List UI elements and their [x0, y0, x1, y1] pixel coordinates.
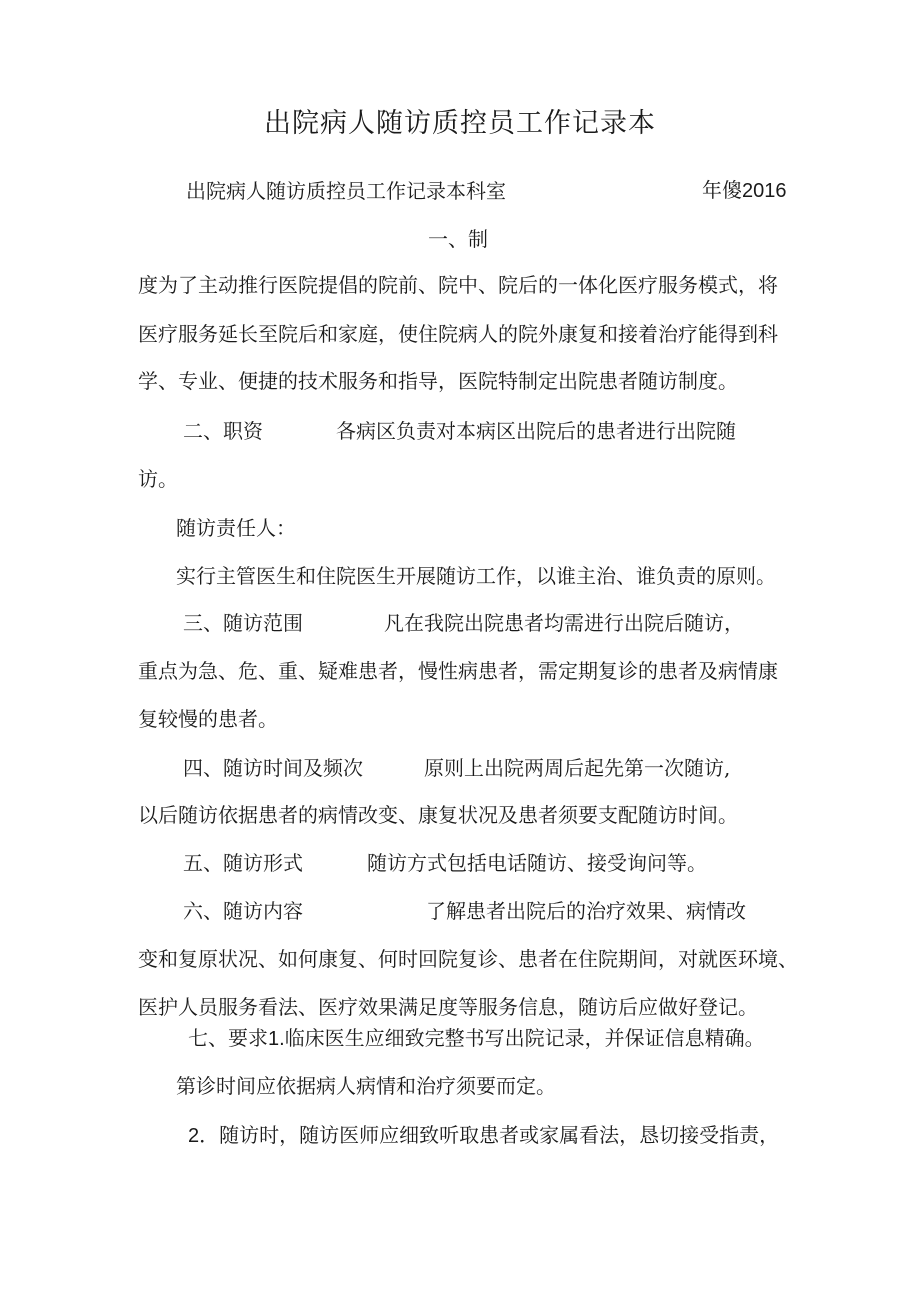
section1-line-2: 医疗服务延长至院后和家庭，使住院病人的院外康复和接着治疗能得到科	[138, 322, 778, 346]
section6-line-1: 变和复原状况、如何康复、何时回院复诊、患者在住院期间，对就医环境、	[138, 947, 798, 971]
section7-item2-text: ．随访时，随访医师应细致听取患者或家属看法，恳切接受指责，	[199, 1123, 780, 1147]
section7-line-2: 第诊时间应依据病人病情和治疗须要而定。	[176, 1074, 556, 1098]
section7-item2-number: 2	[188, 1125, 200, 1147]
section7-item2	[188, 1121, 779, 1150]
section3-line-2: 复较慢的患者。	[138, 707, 278, 731]
section3-text: 凡在我院出院患者均需进行出院后随访，	[384, 611, 744, 635]
section3-line-1: 重点为急、危、重、疑难患者，慢性病患者，需定期复诊的患者及病情康	[138, 659, 778, 683]
section2-continuation: 访。	[138, 467, 178, 491]
subtitle-left: 出院病人随访质控员工作记录本科室	[186, 179, 506, 203]
section2-principle: 实行主管医生和住院医生开展随访工作，以谁主治、谁负责的原则。	[176, 564, 776, 588]
section5-text: 随访方式包括电话随访、接受询问等。	[367, 851, 707, 875]
section6-heading: 六、随访内容	[183, 899, 303, 923]
section4-text: 原则上出院两周后起先第一次随访,	[424, 756, 731, 780]
subtitle-right: 年傻2016	[702, 180, 787, 202]
section2-text: 各病区负责对本病区出院后的患者进行出院随	[336, 419, 736, 443]
section4-continuation: 以后随访依据患者的病情改变、康复状况及患者须要支配随访时间。	[138, 803, 738, 827]
section6-text: 了解患者出院后的治疗效果、病情改	[426, 899, 746, 923]
section1-line-3: 学、专业、便捷的技术服务和指导，医院特制定出院患者随访制度。	[138, 369, 738, 393]
section4-heading: 四、随访时间及频次	[183, 756, 363, 780]
section1-heading: 一、制	[428, 227, 488, 251]
section7-heading: 七、要求	[188, 1026, 268, 1050]
section5-heading: 五、随访形式	[183, 851, 303, 875]
section7-item1-text: 临床医生应细致完整书写出院记录，并保证信息精确。	[284, 1026, 765, 1050]
section3-heading: 三、随访范围	[183, 611, 303, 635]
page-title: 出院病人随访质控员工作记录本	[264, 108, 656, 139]
section7-item1-number: 1.	[268, 1028, 285, 1050]
section2-heading: 二、职资	[183, 419, 263, 443]
section1-line-1: 度为了主动推行医院提倡的院前、院中、院后的一体化医疗服务模式，将	[138, 273, 778, 297]
section6-line-2: 医护人员服务看法、医疗效果满足度等服务信息，随访后应做好登记。	[138, 995, 758, 1019]
section7-item1	[188, 1024, 765, 1053]
section2-responsible-label: 随访责任人：	[176, 516, 296, 540]
